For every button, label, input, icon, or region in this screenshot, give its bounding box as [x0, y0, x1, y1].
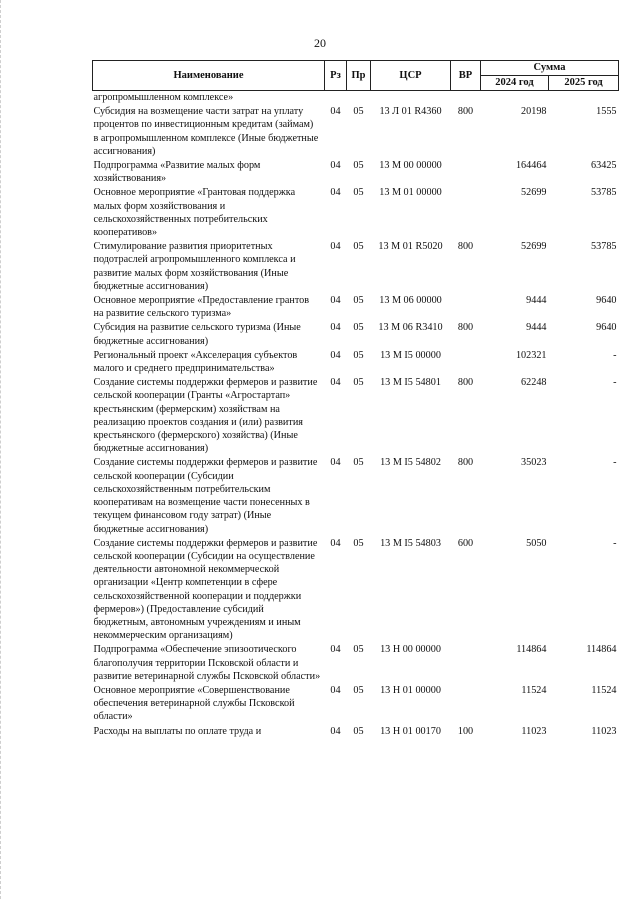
row-pr: [347, 91, 371, 106]
row-sum-2024: 52699: [521, 187, 547, 199]
header-csr: ЦСР: [371, 61, 451, 91]
row-vr: 800: [457, 457, 474, 469]
row-vr: 600: [457, 537, 474, 549]
row-name: Субсидия на возмещение части затрат на уплату процентов по инвестиционным кредитам (займам) в агропромышленном комплексе (Иные бюджетные ассигнования): [93, 106, 319, 157]
table-row: [93, 91, 619, 106]
row-sum-2025: 11023: [591, 725, 617, 737]
row-name: Основное мероприятие «Совершенствование обеспечения ветеринарной службы Псковской области»: [93, 684, 295, 723]
header-year-2024: 2024 год: [481, 76, 549, 91]
table-row: [93, 725, 619, 739]
header-pr: Пр: [347, 61, 371, 91]
row-name: Стимулирование развития приоритетных подотраслей агропромышленного комплекса и развитие малых форм хозяйствования (Иные бюджетные ассигнования): [93, 241, 296, 292]
row-rz: 04: [330, 241, 341, 253]
row-sum-2025: 1555: [596, 106, 617, 118]
row-vr: [451, 186, 481, 240]
row-csr: [371, 91, 451, 106]
row-sum-2025: [549, 91, 619, 106]
row-rz: 04: [330, 160, 341, 172]
row-name: Подпрограмма «Развитие малых форм хозяйствования»: [93, 160, 261, 185]
row-pr: 05: [353, 106, 364, 118]
header-rz: Рз: [325, 61, 347, 91]
row-sum-2025: 11524: [591, 684, 617, 696]
row-csr: 13 М 01 00000: [379, 187, 442, 199]
row-sum-2025: 63425: [591, 160, 617, 172]
row-rz: 04: [330, 644, 341, 656]
row-sum-2024: [481, 91, 549, 106]
row-vr: 800: [457, 241, 474, 253]
header-name: Наименование: [93, 61, 325, 91]
row-vr: [451, 294, 481, 321]
row-pr: 05: [353, 187, 364, 199]
row-rz: 04: [330, 322, 341, 334]
row-vr: 800: [457, 377, 474, 389]
row-vr: [451, 349, 481, 376]
row-sum-2025: 9640: [596, 295, 617, 307]
row-rz: 04: [330, 349, 341, 361]
row-sum-2025: -: [613, 377, 617, 389]
row-sum-2024: 20198: [521, 106, 547, 118]
row-pr: 05: [353, 349, 364, 361]
row-sum-2024: 5050: [526, 537, 547, 549]
row-sum-2024: 164464: [515, 160, 547, 172]
row-name: Подпрограмма «Обеспечение эпизоотического благополучия территории Псковской области и развитие ветеринарной службы Псковской области»: [93, 644, 321, 682]
row-name: Региональный проект «Акселерация субъектов малого и среднего предпринимательства»: [93, 349, 298, 375]
row-pr: 05: [353, 684, 364, 696]
row-csr: 13 М I5 54801: [380, 377, 441, 389]
row-rz: 04: [330, 725, 341, 737]
row-pr: 05: [353, 457, 364, 469]
row-vr: 100: [457, 725, 474, 737]
row-rz: 04: [330, 537, 341, 549]
row-sum-2024: 52699: [521, 241, 547, 253]
row-name: Создание системы поддержки фермеров и развитие сельской кооперации (Субсидии на осуществление деятельности автономной некоммерческой организации «Центр компетенции в сфере сельскохозяйственной кооперации и поддержки фермеров») (Предоставление субсидий бюджетным, автономным учреждениям и иным некоммерческим организациям): [93, 537, 318, 642]
row-csr: 13 М I5 54802: [380, 457, 441, 469]
row-sum-2025: 53785: [591, 187, 617, 199]
header-sum: Сумма: [481, 61, 619, 76]
row-sum-2024: 35023: [521, 457, 547, 469]
table-row: [93, 349, 619, 376]
header-year-2025: 2025 год: [549, 76, 619, 91]
row-sum-2025: -: [613, 349, 617, 361]
row-sum-2025: -: [613, 457, 617, 469]
row-rz: 04: [330, 106, 341, 118]
table-row: [93, 537, 619, 644]
row-csr: 13 Н 01 00170: [380, 725, 441, 737]
header-vr: ВР: [451, 61, 481, 91]
row-pr: 05: [353, 725, 364, 737]
row-csr: 13 М I5 00000: [380, 349, 441, 361]
row-vr: 800: [457, 106, 474, 118]
row-sum-2024: 11023: [521, 725, 547, 737]
row-vr: [451, 91, 481, 106]
row-sum-2025: 114864: [586, 644, 617, 656]
row-csr: 13 Н 00 00000: [380, 644, 441, 656]
row-rz: 04: [330, 377, 341, 389]
row-pr: 05: [353, 160, 364, 172]
row-csr: 13 М 06 R3410: [378, 322, 443, 334]
table-row: [93, 684, 619, 725]
table-row: [93, 159, 619, 186]
row-sum-2024: 9444: [526, 295, 547, 307]
row-sum-2024: 11524: [521, 684, 547, 696]
row-sum-2024: 62248: [521, 377, 547, 389]
row-pr: 05: [353, 241, 364, 253]
row-name: Основное мероприятие «Грантовая поддержка малых форм хозяйствования и сельскохозяйственных потребительских кооперативов»: [93, 187, 296, 239]
row-vr: [451, 684, 481, 725]
row-rz: 04: [330, 684, 341, 696]
row-pr: 05: [353, 377, 364, 389]
row-sum-2025: 9640: [596, 322, 617, 334]
table-row: [93, 643, 619, 684]
row-csr: 13 М I5 54803: [380, 537, 441, 549]
table-row: [93, 376, 619, 456]
table-row: [93, 105, 619, 159]
row-csr: 13 Н 01 00000: [380, 684, 441, 696]
table-row: [93, 294, 619, 321]
row-sum-2024: 114864: [516, 644, 547, 656]
table-row: [93, 186, 619, 240]
row-rz: 04: [330, 457, 341, 469]
row-vr: [451, 159, 481, 186]
row-name: Основное мероприятие «Предоставление грантов на развитие сельского туризма»: [93, 295, 310, 320]
row-name: Создание системы поддержки фермеров и развитие сельской кооперации (Субсидии сельскохозяйственным потребительским кооперативам на возмещение части понесенных в текущем финансовом году затрат) (Иные бюджетные ассигнования): [93, 457, 318, 535]
row-pr: 05: [353, 295, 364, 307]
row-name: Субсидия на развитие сельского туризма (Иные бюджетные ассигнования): [93, 322, 301, 347]
row-pr: 05: [353, 322, 364, 334]
row-rz: 04: [330, 187, 341, 199]
table-row: [93, 240, 619, 294]
page-number: 20: [314, 36, 326, 50]
row-sum-2025: 53785: [591, 241, 617, 253]
row-csr: 13 М 00 00000: [379, 160, 442, 172]
row-name: Создание системы поддержки фермеров и развитие сельской кооперации (Гранты «Агростартап» крестьянским (фермерским) хозяйствам на реализацию проектов создания и (или) развития крестьянского (фермерского) хозяйства) (Иные бюджетные ассигнования): [93, 377, 318, 455]
row-name: агропромышленном комплексе»: [93, 92, 234, 103]
budget-table: [92, 60, 619, 739]
row-vr: 800: [457, 322, 474, 334]
row-sum-2024: 102321: [515, 349, 547, 361]
scan-edge: [0, 0, 4, 899]
table-row: [93, 456, 619, 536]
row-pr: 05: [353, 537, 364, 549]
row-name: Расходы на выплаты по оплате труда и: [93, 725, 262, 737]
row-rz: [325, 91, 347, 106]
row-sum-2024: 9444: [526, 322, 547, 334]
table-body: [93, 91, 619, 739]
row-csr: 13 М 06 00000: [379, 295, 442, 307]
row-vr: [451, 643, 481, 684]
row-csr: 13 Л 01 R4360: [379, 106, 442, 118]
table-row: [93, 321, 619, 348]
row-pr: 05: [353, 644, 364, 656]
row-csr: 13 М 01 R5020: [378, 241, 443, 253]
row-sum-2025: -: [613, 537, 617, 549]
row-rz: 04: [330, 295, 341, 307]
